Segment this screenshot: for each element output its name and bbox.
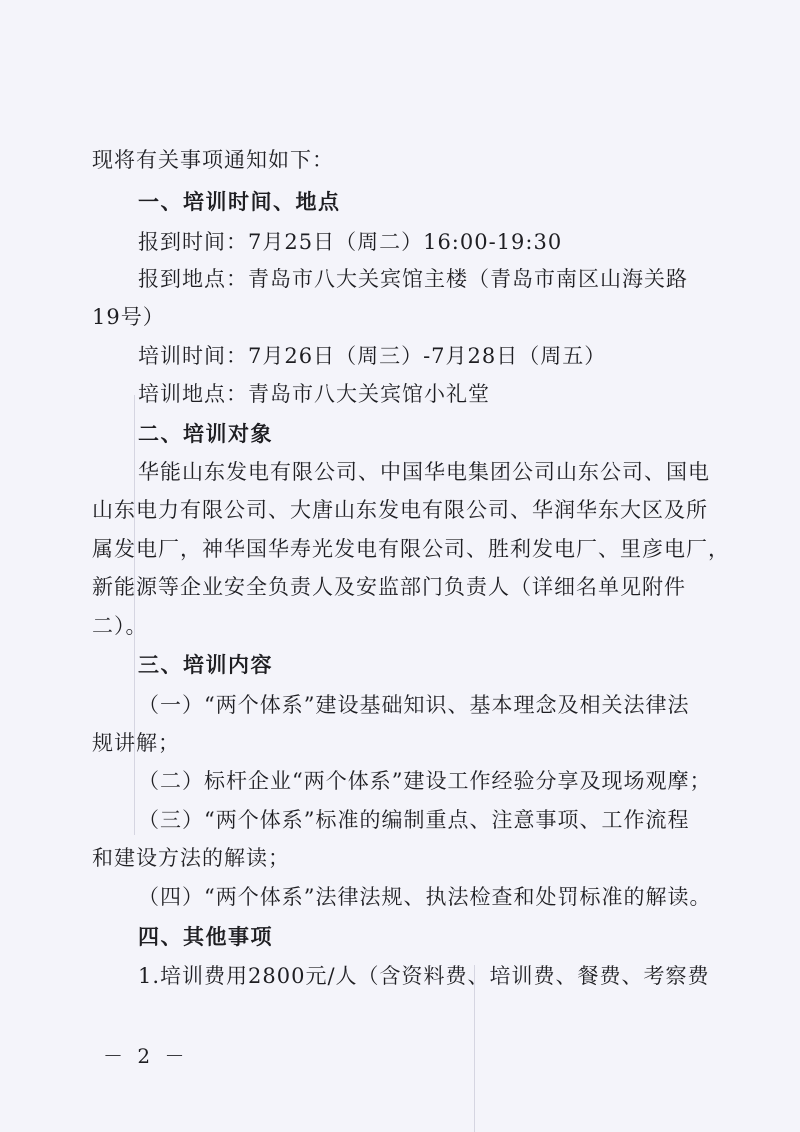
audience-line: 二）。: [92, 614, 148, 638]
report-place-line: 报到地点：青岛市八大关宾馆主楼（青岛市南区山海关路: [138, 267, 688, 291]
audience-line: 山东电力有限公司、大唐山东发电有限公司、华润华东大区及所: [92, 498, 708, 522]
audience-line: 华能山东发电有限公司、中国华电集团公司山东公司、国电: [138, 460, 710, 484]
section-heading-time-place: 一、培训时间、地点: [138, 190, 341, 214]
audience-line: 属发电厂，神华国华寿光发电有限公司、胜利发电厂、里彦电厂，: [92, 537, 730, 561]
content-item-3-cont: 和建设方法的解读；: [92, 846, 290, 870]
intro-line: 现将有关事项通知如下：: [92, 148, 334, 172]
content-item-1: （一）“两个体系”建设基础知识、基本理念及相关法律法: [138, 693, 690, 717]
audience-line: 新能源等企业安全负责人及安监部门负责人（详细名单见附件: [92, 575, 686, 599]
content-item-2: （二）标杆企业“两个体系”建设工作经验分享及现场观摩；: [138, 769, 712, 793]
page-number: － 2 －: [103, 1044, 189, 1068]
content-item-4: （四）“两个体系”法律法规、执法检查和处罚标准的解读。: [138, 885, 712, 909]
report-place-line-cont: 19号）: [92, 305, 165, 329]
content-item-3: （三）“两个体系”标准的编制重点、注意事项、工作流程: [138, 808, 690, 832]
report-time-line: 报到时间：7月25日（周二）16:00-19:30: [138, 230, 563, 254]
section-heading-content: 三、培训内容: [138, 653, 273, 677]
training-time-line: 培训时间：7月26日（周三）-7月28日（周五）: [138, 344, 607, 368]
section-heading-audience: 二、培训对象: [138, 422, 273, 446]
other-item-1: 1.培训费用2800元/人（含资料费、培训费、餐费、考察费: [138, 964, 710, 988]
content-item-1-cont: 规讲解；: [92, 731, 180, 755]
section-heading-other: 四、其他事项: [138, 925, 273, 949]
training-place-line: 培训地点：青岛市八大关宾馆小礼堂: [138, 382, 490, 406]
